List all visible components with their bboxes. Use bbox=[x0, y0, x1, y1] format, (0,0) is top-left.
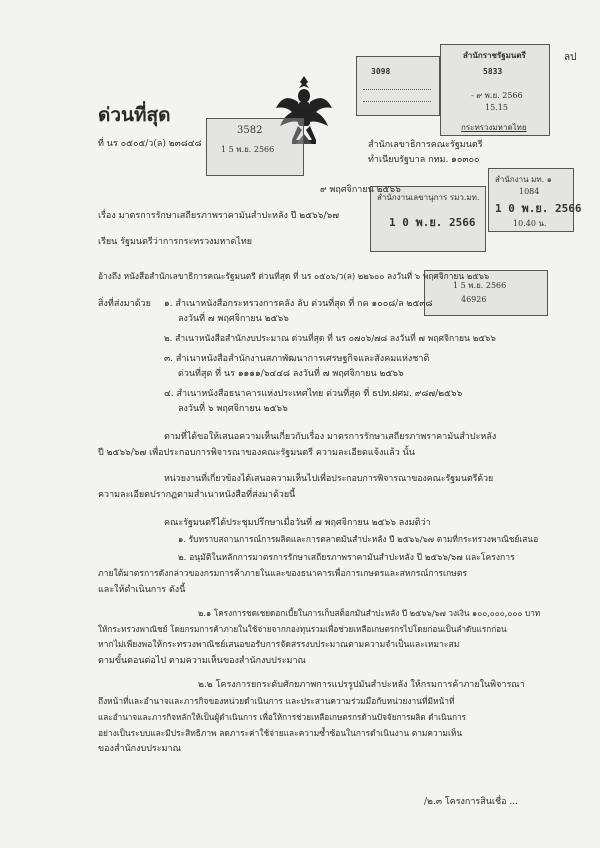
enclosure-1-l2: ลงวันที่ ๗ พฤศจิกายน ๒๕๖๖ bbox=[178, 314, 289, 324]
enclosure-3-l2: ด่วนที่สุด ที่ นร ๑๑๑๑/๖๔๔๘ ลงวันที่ ๗ พฤศจิกายน ๒๕๖๖ bbox=[178, 369, 404, 379]
stamp-number: 1084 bbox=[519, 187, 540, 196]
item-2-1-l2: ให้กระทรวงพาณิชย์ โดยกรมการค้าภายในใช้จ่ายจากกองทุนรวมเพื่อช่วยเหลือเกษตรกรไปโดยก่อนเป็นลำดับแรกก่อน bbox=[98, 624, 507, 634]
enclosures-label: สิ่งที่ส่งมาด้วย bbox=[98, 299, 151, 309]
enclosure-2: ๒. สำเนาหนังสือสำนักงบประมาณ ด่วนที่สุด ที่ นร ๐๗๐๖/๗๘ ลงวันที่ ๗ พฤศจิกายน ๒๕๖๖ bbox=[164, 334, 496, 344]
continuation-note: /๒.๓ โครงการสินเชื่อ ... bbox=[424, 797, 518, 807]
stamp-time: 10.40 น. bbox=[513, 219, 547, 228]
item-2-2-l5: ของสำนักงบประมาณ bbox=[98, 744, 181, 754]
stamp-number: 3582 bbox=[237, 125, 263, 136]
corner-note: ลป bbox=[564, 52, 577, 63]
sender-line-2: ทำเนียบรัฐบาล กทม. ๑๐๓๐๐ bbox=[368, 155, 480, 165]
stamp-date: 1 0 พ.ย. 2566 bbox=[495, 202, 582, 215]
receipt-stamp-3 bbox=[206, 118, 304, 176]
stamp-number: 46926 bbox=[461, 295, 487, 304]
item-2-2-l2: ถึงหน้าที่และอำนาจและภารกิจของหน่วยดำเนินการ และประสานความร่วมมือกับหน่วยงานที่มีหน้าที่ bbox=[98, 696, 455, 706]
subject-line: เรื่อง มาตรการรักษาเสถียรภาพราคามันสำปะหลัง ปี ๒๕๖๖/๖๗ bbox=[98, 211, 339, 221]
paragraph-2-l2: ความละเอียดปรากฏตามสำเนาหนังสือที่ส่งมาด้วยนี้ bbox=[98, 490, 296, 500]
receipt-stamp-1 bbox=[356, 56, 440, 116]
enclosure-1-l1: ๑. สำเนาหนังสือกระทรวงการคลัง ลับ ด่วนที่สุด ที่ กค ๑๐๐๘/ล ๒๕๓๘ bbox=[164, 299, 433, 309]
stamp-number: 3098 bbox=[371, 67, 391, 76]
stamp-title: สำนักงานเลขานุการ รมว.มท. bbox=[377, 193, 480, 202]
item-2-1-l1: ๒.๑ โครงการชดเชยดอกเบี้ยในการเก็บสต็อกมันสำปะหลัง ปี ๒๕๖๖/๖๗ วงเงิน ๑๐๐,๐๐๐,๐๐๐ บาท bbox=[198, 608, 541, 618]
paragraph-2-l1: หน่วยงานที่เกี่ยวข้องได้เสนอความเห็นไปเพื่อประกอบการพิจารณาของคณะรัฐมนตรีด้วย bbox=[164, 474, 494, 484]
resolution-2-l3: และให้ดำเนินการ ดังนี้ bbox=[98, 585, 186, 595]
stamp-number: 5833 bbox=[483, 67, 503, 76]
document-date: ๙ พฤศจิกายน ๒๕๖๖ bbox=[320, 185, 401, 195]
stamp-time: 15.15 bbox=[485, 103, 508, 112]
enclosure-3-l1: ๓. สำเนาหนังสือสำนักงานสภาพัฒนาการเศรษฐกิจและสังคมแห่งชาติ bbox=[164, 354, 430, 364]
reference-line: อ้างถึง หนังสือสำนักเลขาธิการคณะรัฐมนตรี ด่วนที่สุด ที่ นร ๐๕๐๖/ว(ล) ๒๒๖๐๐ ลงวันที่ ๖ พฤศจิกายน ๒๕๖๖ bbox=[98, 271, 490, 281]
item-2-2-l1: ๒.๒ โครงการยกระดับศักยภาพการแปรรูปมันสำปะหลัง ให้กรมการค้าภายในพิจารณา bbox=[198, 680, 525, 690]
receipt-stamp-2 bbox=[440, 44, 550, 136]
document-number: ที่ นร ๐๕๐๕/ว(ล) ๒๓๘๔๘ bbox=[98, 139, 202, 149]
stamp-title: สำนักงาน มท. ๑ bbox=[495, 175, 552, 184]
item-2-2-l4: อย่างเป็นระบบและมีประสิทธิภาพ ลดภาระค่าใช้จ่ายและความซ้ำซ้อนในการดำเนินงาน ตามความเห็น bbox=[98, 728, 463, 738]
resolution-1: ๑. รับทราบสถานการณ์การผลิตและการตลาดมันสำปะหลัง ปี ๒๕๖๖/๖๗ ตามที่กระทรวงพาณิชย์เสนอ bbox=[178, 534, 539, 544]
stamp-footer: กระทรวงมหาดไทย bbox=[461, 123, 527, 132]
item-2-2-l3: และอำนาจและภารกิจหลักให้เป็นผู้ดำเนินการ เพื่อให้การช่วยเหลือเกษตรกรด้านปัจจัยการผลิต ดำเนินการ bbox=[98, 712, 467, 722]
stamp-title: สำนักราชรัฐมนตรี bbox=[463, 50, 526, 60]
receipt-stamp-4 bbox=[488, 168, 582, 232]
item-2-1-l3: หากไม่เพียงพอให้กระทรวงพาณิชย์เสนอขอรับการจัดสรรงบประมาณตามความจำเป็นและเหมาะสม bbox=[98, 640, 460, 650]
item-2-1-l4: ตามขั้นตอนต่อไป ตามความเห็นของสำนักงบประมาณ bbox=[98, 656, 306, 666]
stamp-date: 1 5 พ.ย. 2566 bbox=[221, 145, 275, 154]
urgency-heading: ด่วนที่สุด bbox=[98, 104, 171, 126]
enclosure-4-l1: ๔. สำเนาหนังสือธนาคารแห่งประเทศไทย ด่วนที่สุด ที่ ธปท.ฝศม. ๙๘๗/๒๕๖๖ bbox=[164, 389, 463, 399]
paragraph-1-l1: ตามที่ได้ขอให้เสนอความเห็นเกี่ยวกับเรื่อง มาตรการรักษาเสถียรภาพราคามันสำปะหลัง bbox=[164, 432, 497, 442]
paragraph-1-l2: ปี ๒๕๖๖/๖๗ เพื่อประกอบการพิจารณาของคณะรัฐมนตรี ความละเอียดแจ้งแล้ว นั้น bbox=[98, 448, 415, 458]
stamp-date: - ๙ พ.ย. 2566 bbox=[471, 91, 523, 100]
enclosure-4-l2: ลงวันที่ ๖ พฤศจิกายน ๒๕๖๖ bbox=[178, 404, 288, 414]
resolution-2-l1: ๒. อนุมัติในหลักการมาตรการรักษาเสถียรภาพราคามันสำปะหลัง ปี ๒๕๖๖/๖๗ และโครงการ bbox=[178, 553, 515, 563]
stamp-date: 1 0 พ.ย. 2566 bbox=[389, 216, 476, 229]
stamp-date: 1 5 พ.ย. 2566 bbox=[453, 281, 507, 290]
sender-line-1: สำนักเลขาธิการคณะรัฐมนตรี bbox=[368, 140, 483, 150]
resolution-2-l2: ภายใต้มาตรการดังกล่าวของกรมการค้าภายในและของธนาคารเพื่อการเกษตรและสหกรณ์การเกษตร bbox=[98, 569, 468, 579]
stamp-line bbox=[363, 89, 431, 90]
paragraph-3: คณะรัฐมนตรีได้ประชุมปรึกษาเมื่อวันที่ ๗ พฤศจิกายน ๒๕๖๖ ลงมติว่า bbox=[164, 518, 431, 528]
stamp-line bbox=[363, 101, 431, 102]
recipient-line: เรียน รัฐมนตรีว่าการกระทรวงมหาดไทย bbox=[98, 237, 253, 247]
